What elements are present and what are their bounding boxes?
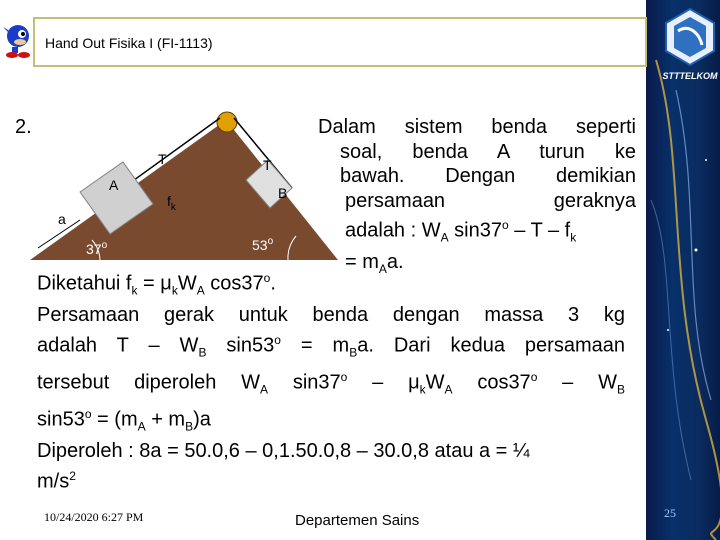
body-line-6: Diperoleh : 8a = 50.0,6 – 0,1.50.0,8 – 30.0,8 atau a = ¼ — [37, 440, 530, 463]
logo-text: STTTELKOM — [662, 71, 718, 81]
body-line-2: Persamaan gerak untuk benda dengan massa 3 kg — [37, 304, 625, 327]
label-block-b: B — [278, 185, 288, 201]
body-line-1: Diketahui $f_k = \mu_kW_A$ cos37$^o$. — [37, 271, 276, 298]
footer-date: 10/24/2020 6:27 PM — [44, 510, 144, 524]
desc-line-6: = $m_Aa$. — [345, 251, 404, 277]
body-line-4: tersebut diperoleh $W_A$ $\sin 37^o - \mu_kW_A$ $\cos 37^o - W_B$ — [37, 369, 625, 397]
stt-telkom-logo — [660, 5, 720, 85]
body-line-5: $\sin 53^o = (m_A + m_B)a$ — [37, 406, 211, 434]
desc-line-1: Dalam sistem benda seperti — [318, 116, 636, 138]
desc-line-4: persamaan geraknya — [345, 189, 636, 212]
desc-line-3: bawah. Dengan demikian — [340, 165, 636, 187]
mascot-logo — [4, 22, 34, 58]
desc-line-2: soal, benda A turun ke — [340, 140, 636, 163]
label-block-a: A — [109, 177, 119, 193]
solution-text — [37, 266, 625, 494]
footer-department: Departemen Sains — [295, 512, 420, 529]
label-tension-right: T — [263, 157, 272, 173]
header-title: Hand Out Fisika I (FI-1113) — [45, 35, 213, 51]
label-friction: $f_k$ — [167, 193, 176, 213]
problem-number: 2. — [15, 116, 32, 138]
body-line-3: adalah T – $W_B$ $\sin 53^o = m_Ba$. Dari kedua persamaan — [37, 332, 625, 360]
page-number: 25 — [664, 506, 676, 520]
label-angle-53: 53$^o$ — [252, 236, 274, 253]
label-acceleration: a — [58, 211, 66, 227]
double-incline-wedge — [30, 120, 338, 260]
pulley-icon — [217, 112, 237, 132]
problem-description — [318, 115, 636, 282]
incline-diagram — [30, 108, 340, 268]
body-line-7: $m/s^2$ — [37, 468, 76, 493]
label-tension-left: T — [158, 151, 167, 167]
label-angle-37: 37$^o$ — [86, 240, 108, 257]
desc-line-5: adalah : $W_A$ sin37$^o$ – T – $f_k$ — [345, 218, 577, 245]
